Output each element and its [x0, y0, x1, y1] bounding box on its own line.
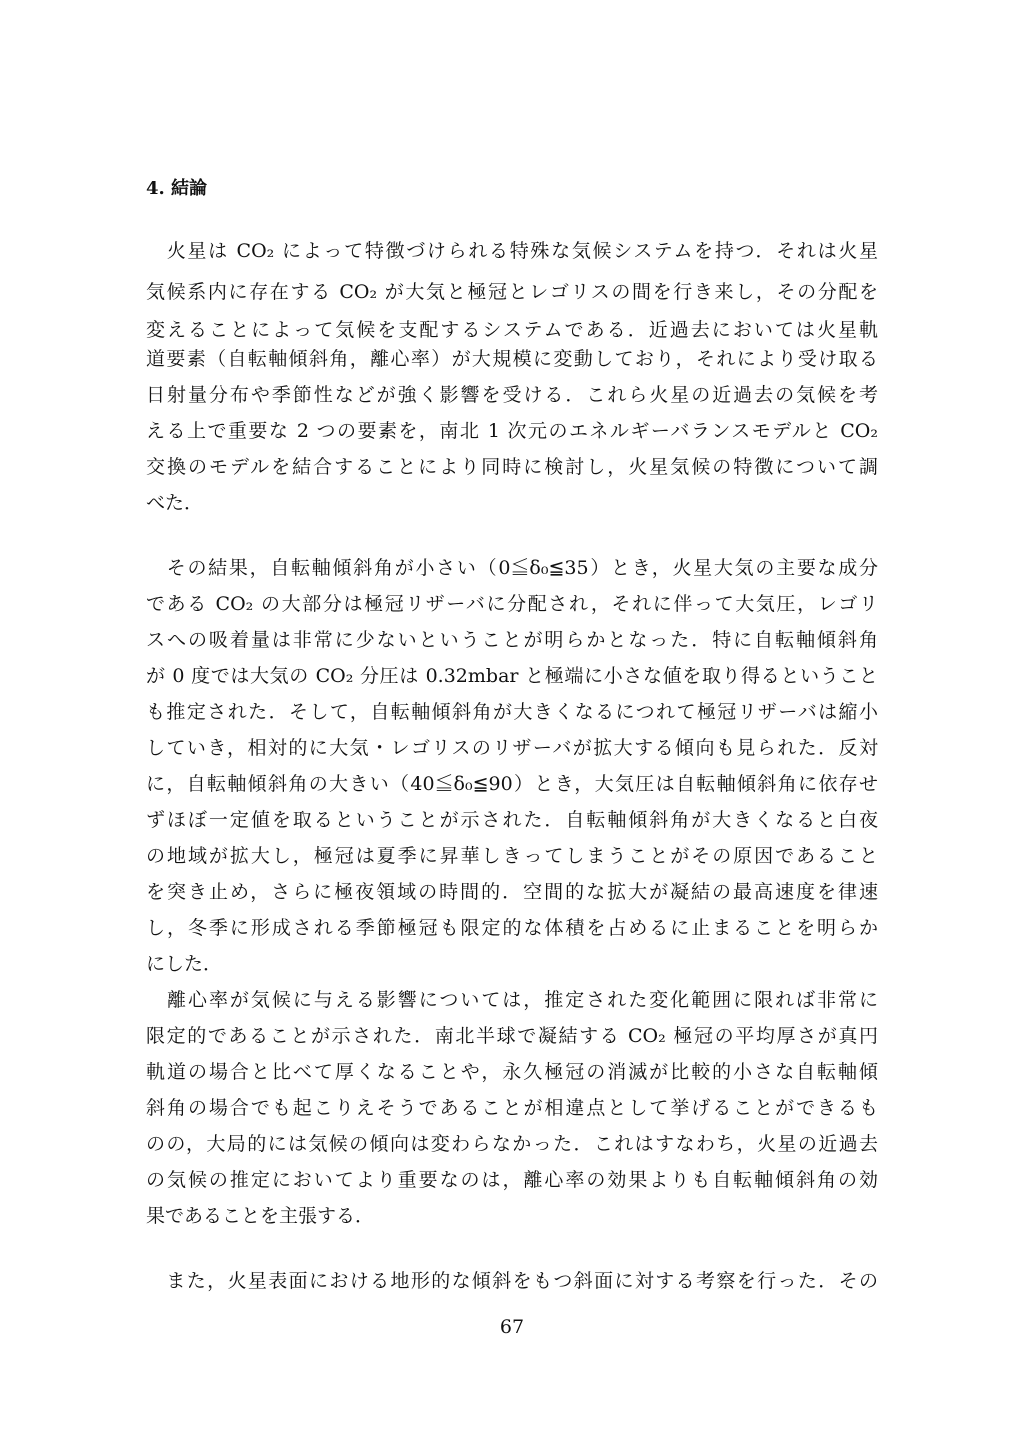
- paragraph-1-line-3: 変えることによって気候を支配するシステムである．近過去においては火星軌: [146, 319, 878, 341]
- paragraph-3-line-1: 離心率が気候に与える影響については，推定された変化範囲に限れば非常に: [146, 989, 878, 1011]
- paragraph-2-line-6: していき，相対的に大気・レゴリスのリザーバが拡大する傾向も見られた．反対: [146, 737, 878, 759]
- paragraph-3-line-3: 軌道の場合と比べて厚くなることや，永久極冠の消滅が比較的小さな自転軸傾: [146, 1061, 878, 1083]
- paragraph-3-line-6: の気候の推定においてより重要なのは，離心率の効果よりも自転軸傾斜角の効: [146, 1169, 878, 1191]
- paragraph-2-line-9: の地域が拡大し，極冠は夏季に昇華しきってしまうことがその原因であること: [146, 845, 878, 867]
- paragraph-2-line-3: スへの吸着量は非常に少ないということが明らかとなった．特に自転軸傾斜角: [146, 629, 878, 651]
- paragraph-1-line-7: 交換のモデルを結合することにより同時に検討し，火星気候の特徴について調: [146, 456, 878, 478]
- paragraph-2-line-8: ずほぼ一定値を取るということが示された．自転軸傾斜角が大きくなると白夜: [146, 809, 878, 831]
- section-heading: 4. 結論: [146, 178, 208, 199]
- paragraph-3-line-2: 限定的であることが示された．南北半球で凝結する CO₂ 極冠の平均厚さが真円: [146, 1025, 878, 1047]
- paragraph-1-line-6: える上で重要な 2 つの要素を，南北 1 次元のエネルギーバランスモデルと CO₂: [146, 420, 878, 442]
- paragraph-3-line-7: 果であることを主張する．: [146, 1205, 375, 1227]
- paragraph-2-line-10: を突き止め，さらに極夜領域の時間的．空間的な拡大が凝結の最高速度を律速: [146, 881, 878, 903]
- paragraph-2-line-5: も推定された．そして，自転軸傾斜角が大きくなるにつれて極冠リザーバは縮小: [146, 701, 878, 723]
- paragraph-2-line-4: が 0 度では大気の CO₂ 分圧は 0.32mbar と極端に小さな値を取り得るということ: [146, 665, 878, 687]
- paragraph-1-line-4: 道要素（自転軸傾斜角，離心率）が大規模に変動しており，それにより受け取る: [146, 348, 878, 370]
- paragraph-2-line-2: である CO₂ の大部分は極冠リザーバに分配され，それに伴って大気圧，レゴリ: [146, 593, 878, 615]
- paragraph-2-line-11: し，冬季に形成される季節極冠も限定的な体積を占めるに止まることを明らか: [146, 917, 878, 939]
- paragraph-2-line-1: その結果，自転軸傾斜角が小さい（0≦δ₀≦35）とき，火星大気の主要な成分: [146, 557, 878, 579]
- paragraph-1-line-8: べた．: [146, 492, 204, 514]
- paragraph-1-line-1: 火星は CO₂ によって特徴づけられる特殊な気候システムを持つ．それは火星: [146, 240, 878, 262]
- paragraph-1-line-5: 日射量分布や季節性などが強く影響を受ける．これら火星の近過去の気候を考: [146, 384, 878, 406]
- paragraph-3-line-5: のの，大局的には気候の傾向は変わらなかった．これはすなわち，火星の近過去: [146, 1133, 878, 1155]
- paragraph-3-line-4: 斜角の場合でも起こりえそうであることが相違点として挙げることができるも: [146, 1097, 878, 1119]
- paragraph-1-line-2: 気候系内に存在する CO₂ が大気と極冠とレゴリスの間を行き来し，その分配を: [146, 281, 878, 303]
- page-number: 67: [499, 1316, 525, 1338]
- paragraph-2-line-12: にした．: [146, 953, 223, 975]
- paragraph-2-line-7: に，自転軸傾斜角の大きい（40≦δ₀≦90）とき，大気圧は自転軸傾斜角に依存せ: [146, 773, 878, 795]
- paragraph-4-line-1: また，火星表面における地形的な傾斜をもつ斜面に対する考察を行った．その: [146, 1270, 878, 1292]
